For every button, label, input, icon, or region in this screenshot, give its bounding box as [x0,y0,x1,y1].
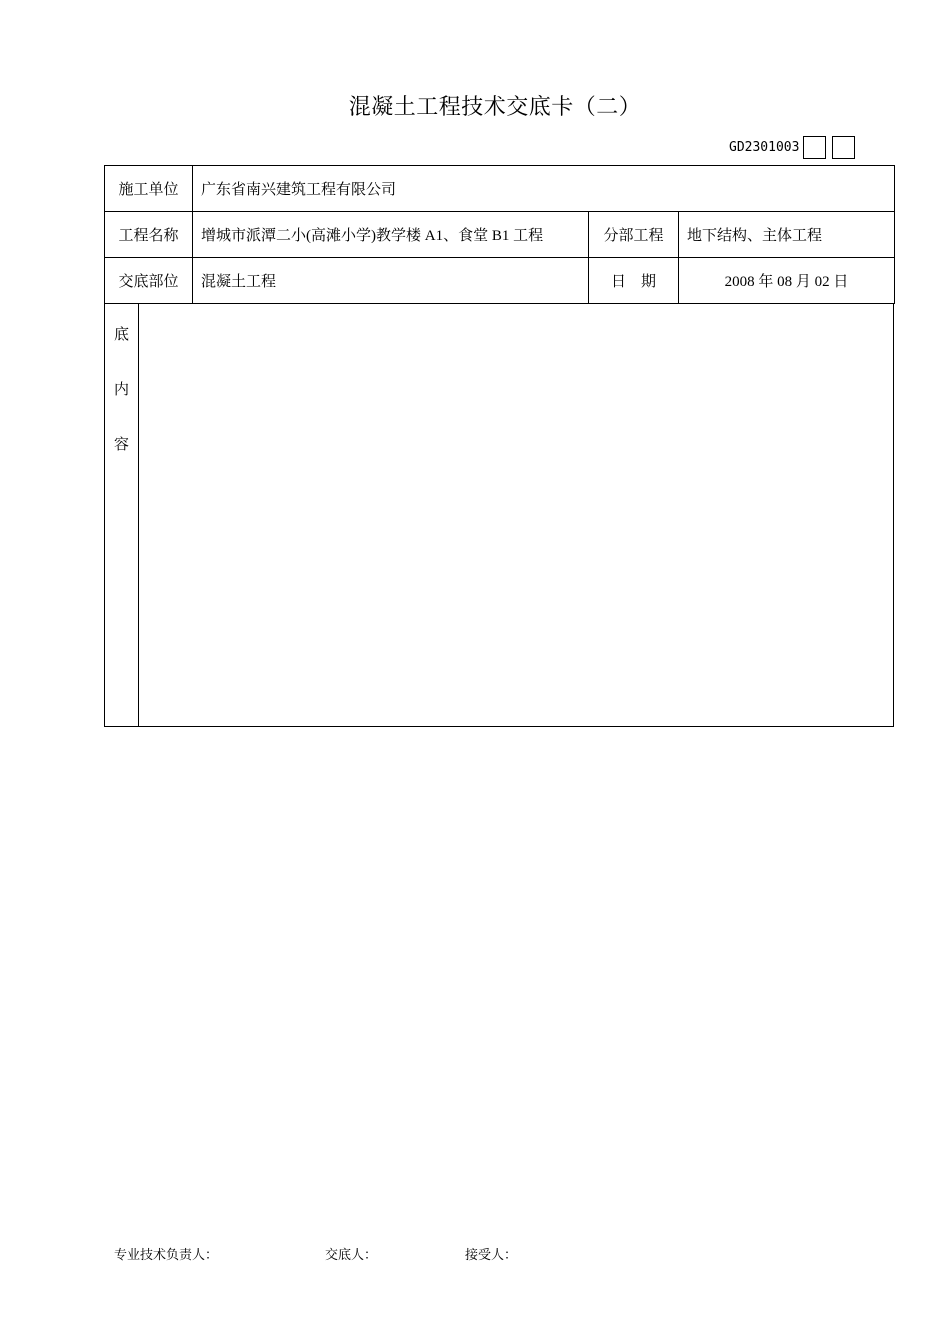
code-checkbox-1[interactable] [803,136,826,159]
construction-unit-value: 广东省南兴建筑工程有限公司 [193,166,895,212]
content-label-char: 底 [113,327,129,343]
project-name-value: 增城市派潭二小(高滩小学)教学楼 A1、食堂 B1 工程 [193,212,589,258]
table-row [105,212,895,258]
document-code-text: GD2301003 [729,139,800,155]
info-table [104,165,895,304]
content-label-char: 内 [113,382,129,398]
receiver-label: 接受人： [465,1248,518,1263]
date-value: 2008 年 08 月 02 日 [679,258,895,304]
date-label: 日 期 [589,258,679,304]
briefing-content-area[interactable] [104,303,894,727]
page-title: 混凝土工程技术交底卡（二） [348,95,642,120]
briefing-part-label: 交底部位 [105,258,193,304]
construction-unit-label: 施工单位 [105,166,193,212]
table-row [105,166,895,212]
code-checkbox-2[interactable] [832,136,855,159]
project-name-label: 工程名称 [105,212,193,258]
sub-project-label: 分部工程 [589,212,679,258]
tech-lead-label: 专业技术负责人： [114,1248,219,1263]
content-label-char: 容 [113,437,129,453]
document-code [729,135,861,159]
briefing-part-value: 混凝土工程 [193,258,589,304]
sub-project-value: 地下结构、主体工程 [679,212,895,258]
table-row [105,258,895,304]
briefing-content-label [105,303,139,726]
briefer-label: 交底人： [325,1248,378,1263]
